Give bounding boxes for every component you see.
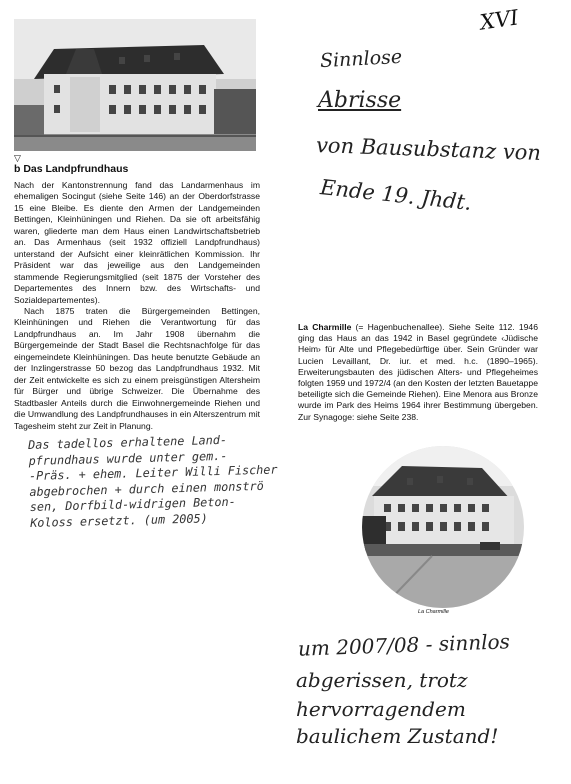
bottom-note-line-3: hervorragendem	[296, 697, 466, 721]
handwritten-title-line-2: Abrisse	[318, 88, 402, 113]
handwritten-note: Das tadellos erhaltene Land- pfrundhaus wurde unter gem.- -Präs. + ehem. Leiter Willi Fischer abgebrochen + durch einen monströ sen, Dorfbild-widrigen Beton- Koloss ersetzt. (um 2005)	[28, 432, 278, 530]
charmille-label: La Charmille	[298, 322, 352, 332]
bottom-note-line-4: baulichem Zustand!	[296, 724, 499, 748]
section-marker: ▽	[14, 153, 21, 163]
photo-caption: La Charmille	[418, 609, 449, 615]
bottom-note-line-1: um 2007/08 - sinnlos	[297, 629, 511, 661]
landpfrundhaus-photo	[14, 19, 256, 151]
bottom-note-line-2: abgerissen, trotz	[296, 668, 468, 692]
charmille-body: (= Hagenbuchenallee). Siehe Seite 112. 1946 ging das Haus an das 1942 in Basel gegründete ‹Jüdische Heim› für Alte und Pflegebedürftige über. Sein Gründer war Lucien Levaillant, Dr. iur. et med. h.c. (1890–1965). Erweiterungsbauten des jüdischen Alters- und Pflegeheimes folgten 1959 und 1972/4 (an den Kosten der letzten Bauetappe beteiligte sich die Gemeinde Riehen). Eine Menora aus Bronze wurde im Park des Heims 1964 ihrer Bestimmung übergeben. Zur Synagoge: siehe Seite 238.	[298, 322, 538, 422]
charmille-photo	[362, 446, 524, 608]
paragraph-1: Nach der Kantonstrennung fand das Landarmenhaus im ehemaligen Socingut (siehe Seite 146) an der Oberdorfstrasse 15 eine Bleibe. Es diente den Armen der Landgemeinden Bettingen, Kleinhüningen und Riehen. Da sie oft arbeitsfähig waren, gliederte man dem Haus einen Landwirtschaftsbetrieb an. Das Armenhaus (seit 1932 offiziell Landpfrundhaus) unterstand der Aufsicht einer kleinrätlichen Kommission. Ihr Präsident war das jeweilige aus den Landgemeinden stammende Regierungsmitglied (seit 1875 der Vorsteher des Departementes des Innern bzw. des Wirtschafts- und Sozialdepartementes).	[14, 180, 260, 305]
handwritten-title-line-3: von Bausubstanz von	[315, 133, 542, 165]
paragraph-2: Nach 1875 traten die Bürgergemeinden Bettingen, Kleinhüningen und Riehen die Verantwortung für das Landpfrundhaus an. Im Jahr 1908 übernahm die Bürgergemeinde der Stadt Basel die Rechtsnachfolge für das eingemeindete Kleinhüningen. Das heute benutzte Gebäude an der Inzlingerstrasse 50 bezog das Landpfrundhaus 1932. Mit der Zeit entwickelte es sich zu einem preisgünstigen Altersheim für Bürger und übrige Schweizer. Die Übernahme des Stadtbasler Anteils durch die Einwohnergemeinde Riehen und die Umwandlung des Landpfrundhauses in ein Alterszentrum mit Tagesheim steht zur Zeit in Planung.	[14, 305, 260, 431]
handwritten-title-line-1: Sinnlose	[319, 45, 403, 73]
page-number: XVI	[478, 5, 520, 35]
charmille-text	[298, 322, 538, 423]
landpfrundhaus-text	[14, 180, 260, 432]
handwritten-title-line-4: Ende 19. Jhdt.	[319, 175, 473, 215]
section-heading: b Das Landpfrundhaus	[14, 163, 129, 175]
